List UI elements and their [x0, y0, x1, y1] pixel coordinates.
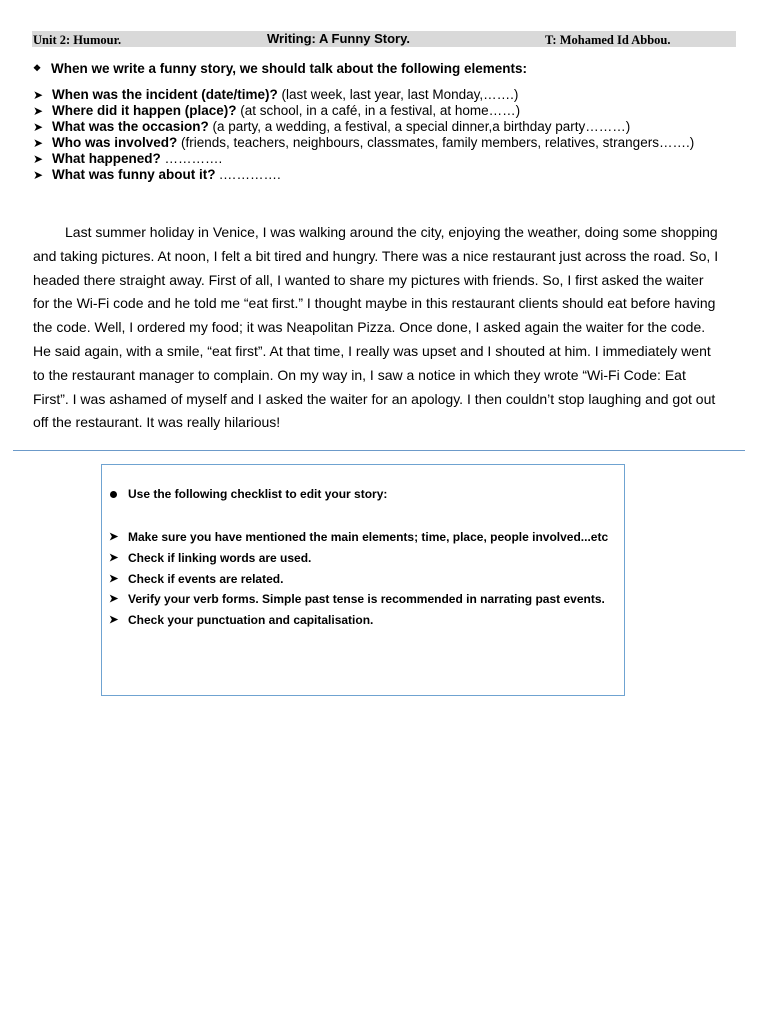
arrow-bullet-icon: ➤ [33, 152, 44, 166]
element-examples: .…………. [215, 167, 281, 182]
checklist-item-text: Verify your verb forms. Simple past tense is recommended in narrating past events. [128, 592, 605, 607]
list-item [109, 589, 609, 610]
unit-label: Unit 2: Humour. [33, 33, 122, 47]
arrow-bullet-icon: ➤ [33, 136, 44, 150]
checklist-lead-text: Use the following checklist to edit your story: [128, 487, 388, 501]
list-item [33, 103, 713, 119]
story-elements-list [33, 87, 713, 183]
element-examples: (last week, last year, last Monday,…….) [277, 87, 519, 102]
arrow-bullet-icon: ➤ [109, 551, 119, 564]
element-question: Where did it happen (place)? [52, 103, 237, 118]
intro-text: When we write a funny story, we should talk about the following elements: [51, 61, 528, 76]
list-item [109, 569, 609, 590]
header-bar [32, 31, 736, 47]
checklist-items [109, 527, 609, 631]
checklist-item-text: Check your punctuation and capitalisation. [128, 613, 374, 628]
list-item [33, 135, 713, 151]
checklist-item-text: Check if linking words are used. [128, 550, 312, 565]
arrow-bullet-icon: ➤ [33, 104, 44, 118]
arrow-bullet-icon: ➤ [33, 168, 44, 182]
arrow-bullet-icon: ➤ [33, 88, 44, 102]
element-question: What was funny about it? [52, 167, 216, 182]
story-paragraph: Last summer holiday in Venice, I was walking around the city, enjoying the weather, doing some shopping and taking pictures. At noon, I felt a bit tired and hungry. There was a nice restaurant just across the road. So, I headed there straight away. First of all, I wanted to share my pictures with friends. So, I first asked the waiter for the Wi-Fi code and he told me “eat first.” I thought maybe in this restaurant clients should eat before having the code. Well, I ordered my food; it was Neapolitan Pizza. Once done, I asked again the waiter for the code. He said again, with a smile, “eat first”. At that time, I really was upset and I shouted at him. I immediately went to the restaurant manager to complain. On my way in, I saw a notice in which they wrote “Wi-Fi Code: Eat First”. I was ashamed of myself and I asked the waiter for an apology. I then couldn’t stop laughing and got out off the restaurant. It was really hilarious! [33, 224, 719, 431]
list-item [33, 151, 713, 167]
list-item [109, 548, 609, 569]
page-title: Writing: A Funny Story. [267, 31, 410, 46]
arrow-bullet-icon: ➤ [109, 614, 119, 627]
section-divider [13, 450, 745, 451]
teacher-name: T: Mohamed Id Abbou. [545, 33, 671, 47]
element-question: Who was involved? [52, 135, 178, 150]
checklist-lead [110, 487, 387, 501]
list-item [109, 610, 609, 631]
arrow-bullet-icon: ➤ [109, 531, 119, 543]
list-item [109, 527, 609, 548]
diamond-bullet-icon: ❖ [33, 63, 42, 73]
element-question: What was the occasion? [52, 119, 209, 134]
intro-line [33, 61, 527, 76]
checklist-box [101, 464, 625, 696]
element-examples: …………. [160, 151, 223, 166]
checklist-item-text: Make sure you have mentioned the main elements; time, place, people involved...etc [128, 530, 609, 544]
element-examples: (at school, in a café, in a festival, at home……) [236, 103, 521, 118]
arrow-bullet-icon: ➤ [109, 572, 119, 585]
element-examples: (friends, teachers, neighbours, classmates, family members, relatives, strangers…….) [177, 135, 695, 150]
checklist-item-text: Check if events are related. [128, 571, 284, 586]
round-bullet-icon [110, 491, 117, 498]
element-examples: (a party, a wedding, a festival, a special dinner,a birthday party………) [208, 119, 631, 134]
arrow-bullet-icon: ➤ [109, 593, 119, 606]
list-item [33, 167, 713, 183]
list-item [33, 119, 713, 135]
arrow-bullet-icon: ➤ [33, 120, 44, 134]
element-question: When was the incident (date/time)? [52, 87, 278, 102]
list-item [33, 87, 713, 103]
element-question: What happened? [52, 151, 161, 166]
